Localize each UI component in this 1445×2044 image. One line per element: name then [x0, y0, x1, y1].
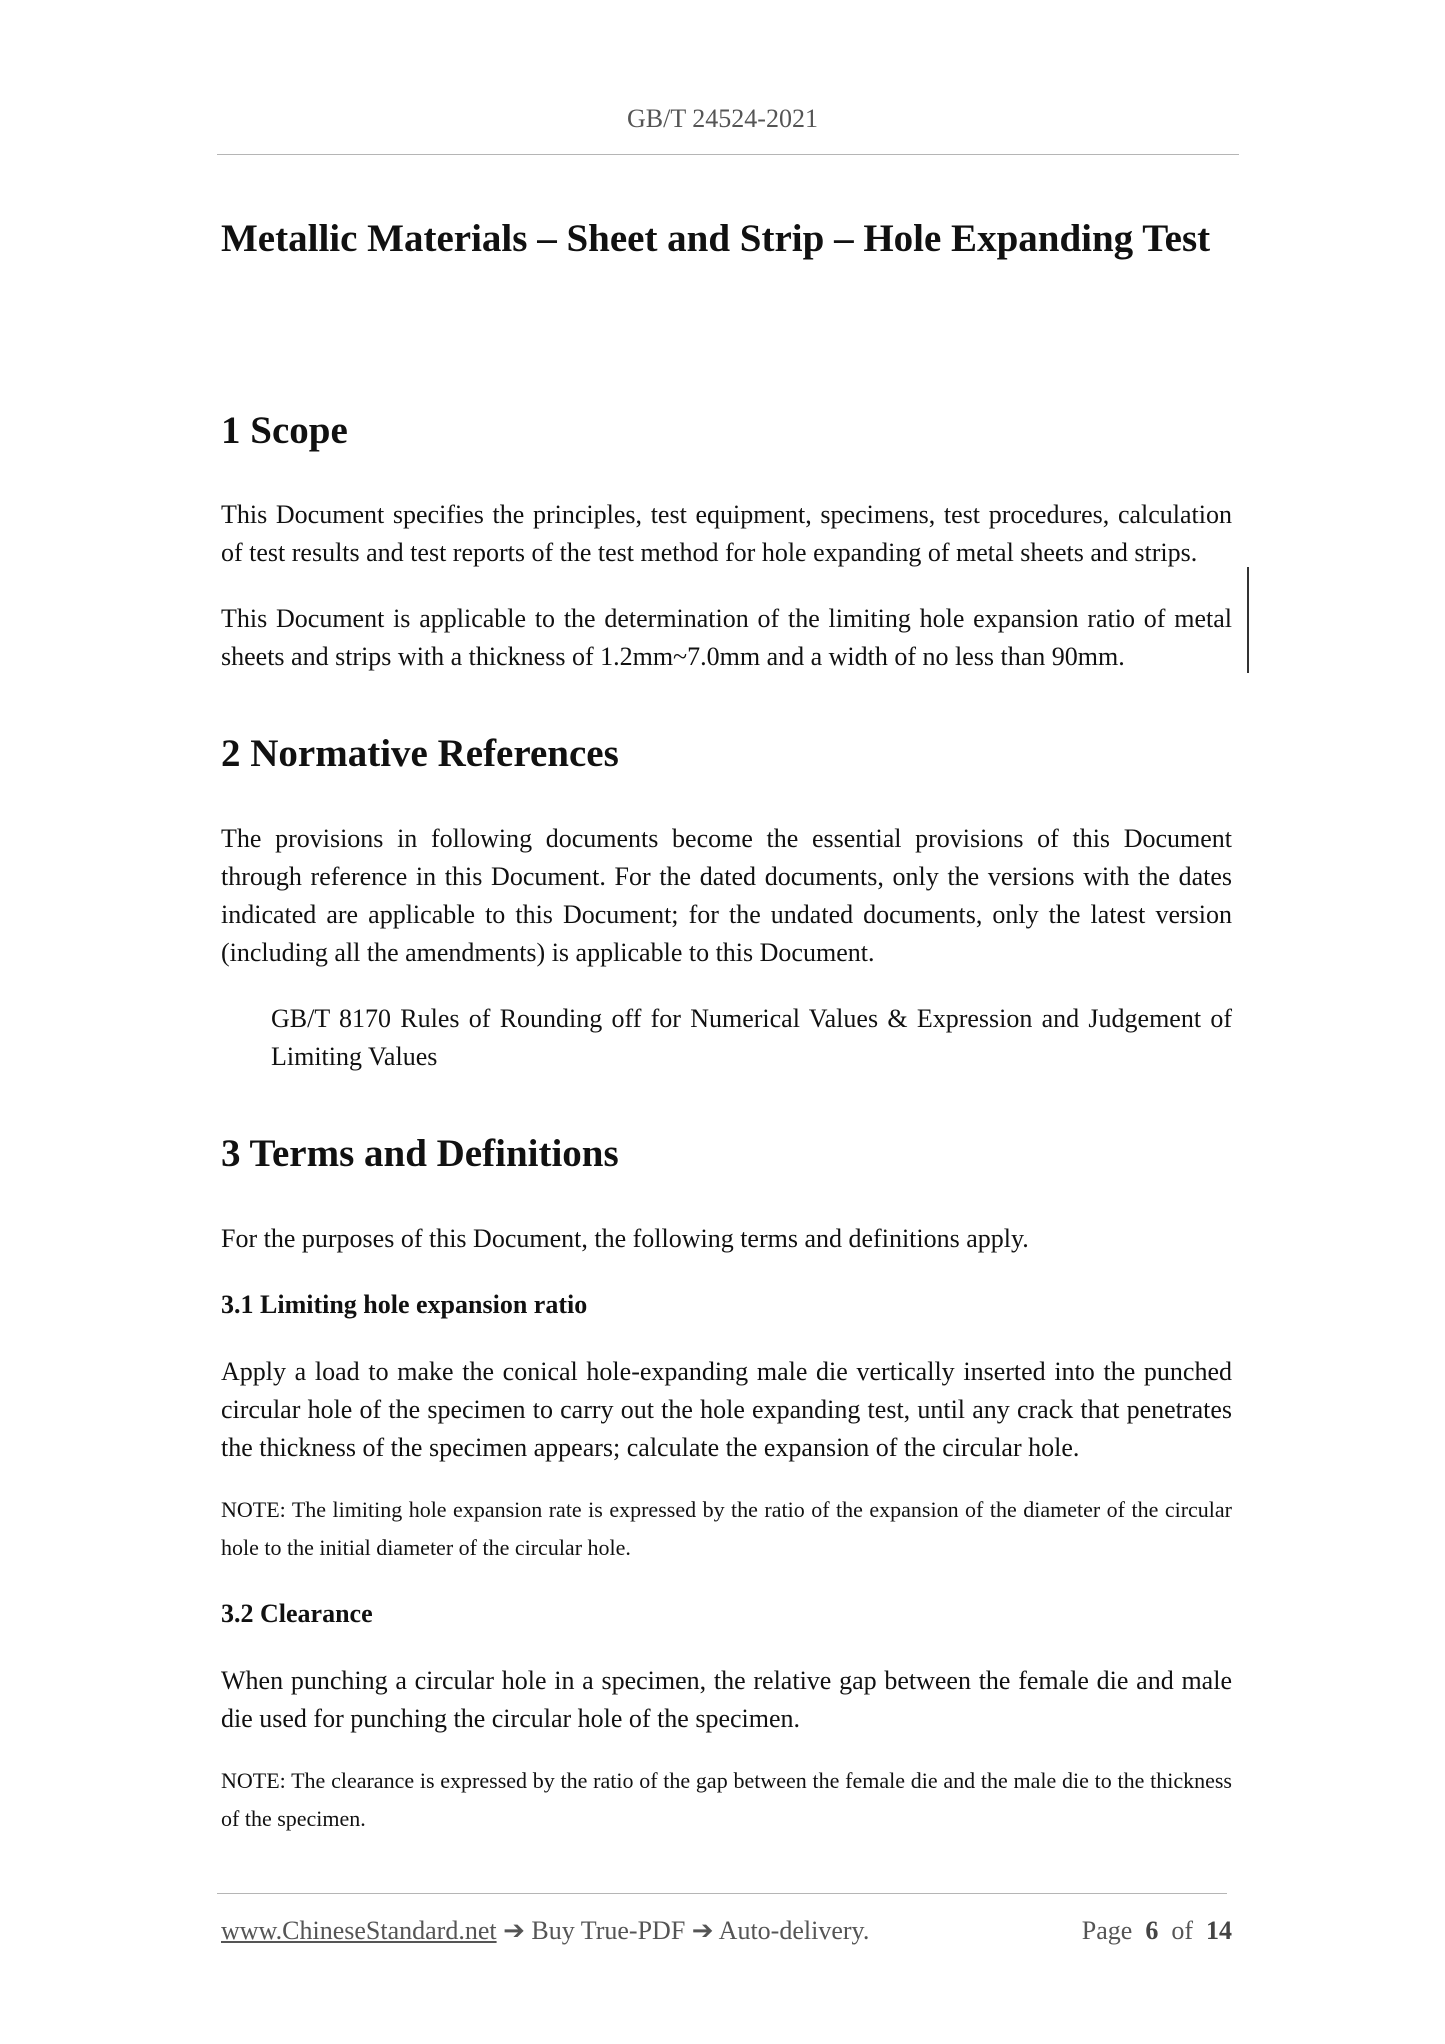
- reference-item-gbt-8170: GB/T 8170 Rules of Rounding off for Numerical Values & Expression and Judgement of Limiting Values: [271, 1004, 1232, 1071]
- normative-references-paragraph: The provisions in following documents become the essential provisions of this Document through reference in this Document. For the dated documents, only the versions with the dates indicated are applicable to this Document; for the undated documents, only the latest version (including all the amendments) is applicable to this Document.: [221, 824, 1232, 967]
- term-definition-clearance: When punching a circular hole in a specimen, the relative gap between the female die and male die used for punching the circular hole of the specimen.: [221, 1666, 1232, 1733]
- page-label: Page: [1081, 1916, 1133, 1945]
- header-standard-code: GB/T 24524-2021: [627, 104, 818, 133]
- footer-divider: [217, 1893, 1227, 1894]
- section-heading-terms-definitions: 3 Terms and Definitions: [221, 1132, 619, 1175]
- term-heading-clearance: 3.2 Clearance: [221, 1599, 373, 1628]
- document-body: [221, 212, 1232, 1838]
- header-divider: [217, 154, 1239, 155]
- scope-paragraph-2: This Document is applicable to the determination of the limiting hole expansion ratio of metal sheets and strips with a thickness of 1.2mm~7.0mm and a width of no less than 90mm.: [221, 604, 1232, 671]
- footer-buy-text: Buy True-PDF: [531, 1916, 686, 1945]
- term-heading-limiting-hole-expansion-ratio: 3.1 Limiting hole expansion ratio: [221, 1290, 588, 1319]
- site-link[interactable]: www.ChineseStandard.net: [221, 1916, 497, 1945]
- footer-promo: [221, 1912, 869, 1950]
- page-indicator: [1082, 1912, 1232, 1950]
- total-page-count: 14: [1206, 1916, 1232, 1945]
- revision-change-bar: [1247, 567, 1249, 673]
- page-of-label: of: [1171, 1916, 1193, 1945]
- section-heading-scope: 1 Scope: [221, 409, 348, 452]
- current-page-number: 6: [1145, 1916, 1159, 1945]
- document-title: Metallic Materials – Sheet and Strip – Hole Expanding Test: [221, 217, 1211, 260]
- term-definition-limiting-hole-expansion-ratio: Apply a load to make the conical hole-expanding male die vertically inserted into the punched circular hole of the specimen to carry out the hole expanding test, until any crack that penetrates the thickness of the specimen appears; calculate the expansion of the circular hole.: [221, 1357, 1232, 1462]
- arrow-right-icon: ➔: [691, 1916, 714, 1945]
- term-note-limiting-hole-expansion-ratio: NOTE: The limiting hole expansion rate is expressed by the ratio of the expansion of the diameter of the circular hole to the initial diameter of the circular hole.: [221, 1497, 1232, 1560]
- term-note-clearance: NOTE: The clearance is expressed by the ratio of the gap between the female die and the male die to the thickness of the specimen.: [221, 1768, 1232, 1831]
- scope-paragraph-1: This Document specifies the principles, test equipment, specimens, test procedures, calculation of test results and test reports of the test method for hole expanding of metal sheets and strips.: [221, 500, 1232, 567]
- terms-intro-paragraph: For the purposes of this Document, the following terms and definitions apply.: [221, 1224, 1029, 1253]
- arrow-right-icon: ➔: [503, 1916, 525, 1945]
- section-heading-normative-references: 2 Normative References: [221, 732, 619, 775]
- footer-delivery-text: Auto-delivery.: [718, 1916, 870, 1945]
